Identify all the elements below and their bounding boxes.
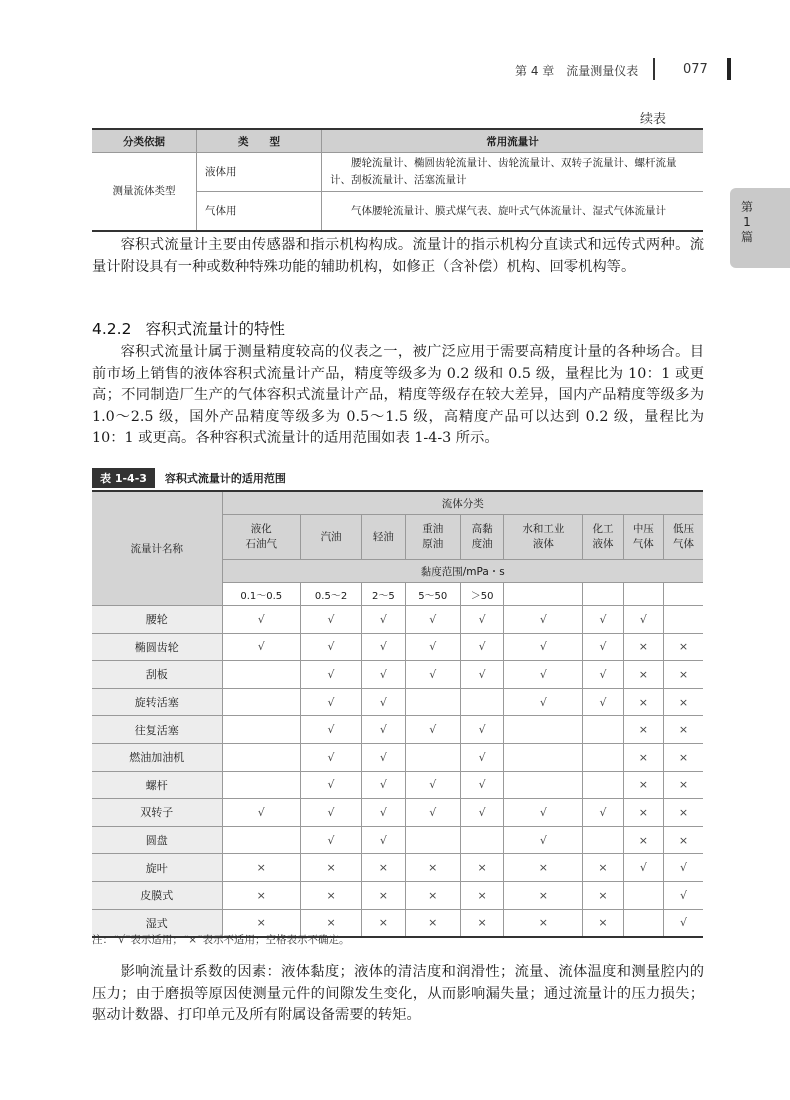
applicability-mark: [460, 826, 504, 854]
meter-name-cell: 旋叶: [92, 854, 222, 882]
page-number: 077: [683, 62, 708, 77]
corner-header: 流量计名称: [92, 491, 222, 606]
viscosity-range-cell: 0.5～2: [301, 583, 362, 606]
paragraph-indicator-mechanism: 容积式流量计主要由传感器和指示机构构成。流量计的指示机构分直读式和远传式两种。流量计附设具有一种或数种特殊功能的辅助机构，如修正（含补偿）机构、回零机构等。: [92, 237, 704, 275]
applicability-mark: √: [301, 716, 362, 744]
applicability-mark: [222, 688, 301, 716]
applicability-mark: ×: [301, 854, 362, 882]
applicability-mark: ×: [405, 881, 460, 909]
applicability-mark: √: [460, 743, 504, 771]
meter-name-cell: 皮膜式: [92, 881, 222, 909]
meter-name-cell: 圆盘: [92, 826, 222, 854]
applicability-mark: [583, 743, 623, 771]
applicability-mark: √: [362, 661, 406, 689]
applicability-mark: √: [583, 606, 623, 634]
applicability-mark: √: [222, 633, 301, 661]
applicability-mark: ×: [623, 688, 663, 716]
applicability-mark: [222, 771, 301, 799]
column-header: 分类依据: [92, 129, 197, 153]
viscosity-range-cell: [623, 583, 663, 606]
applicability-mark: √: [362, 606, 406, 634]
part-side-tab: [730, 188, 790, 268]
applicability-mark: √: [301, 771, 362, 799]
applicability-mark: ×: [460, 881, 504, 909]
applicability-mark: ×: [460, 909, 504, 937]
applicability-mark: √: [362, 826, 406, 854]
applicability-mark: √: [504, 633, 583, 661]
applicability-mark: √: [460, 606, 504, 634]
applicability-mark: √: [460, 716, 504, 744]
applicability-mark: √: [405, 606, 460, 634]
chapter-title: 第 4 章 流量测量仪表: [515, 64, 639, 78]
applicability-mark: √: [362, 799, 406, 827]
fluid-header: 重油 原油: [405, 515, 460, 560]
table-note: 注：“√”表示适用；“×”表示不适用；空格表示不确定。: [92, 934, 350, 946]
applicability-mark: √: [583, 633, 623, 661]
fluid-header: 中压 气体: [623, 515, 663, 560]
applicability-mark: ×: [664, 716, 704, 744]
table-row: [92, 633, 703, 661]
fluid-header: 水和工业 液体: [504, 515, 583, 560]
table-row: [92, 771, 703, 799]
applicability-mark: [504, 716, 583, 744]
applicability-mark: [405, 743, 460, 771]
table-caption: [92, 468, 286, 488]
applicability-mark: √: [504, 799, 583, 827]
applicability-mark: ×: [583, 909, 623, 937]
fluid-header: 低压 气体: [664, 515, 704, 560]
meter-name-cell: 双转子: [92, 799, 222, 827]
applicability-mark: √: [583, 661, 623, 689]
applicability-mark: ×: [504, 909, 583, 937]
applicability-mark: √: [405, 633, 460, 661]
applicability-mark: ×: [504, 881, 583, 909]
applicability-mark: [664, 606, 704, 634]
applicability-mark: [623, 881, 663, 909]
applicability-mark: ×: [583, 881, 623, 909]
applicability-mark: √: [301, 606, 362, 634]
applicability-mark: ×: [405, 909, 460, 937]
applicability-mark: [222, 826, 301, 854]
meter-name-cell: 椭圆齿轮: [92, 633, 222, 661]
applicability-mark: √: [460, 633, 504, 661]
part-side-tab-label: 第1篇: [740, 200, 753, 244]
table-title: 容积式流量计的适用范围: [164, 472, 286, 485]
applicability-mark: √: [301, 633, 362, 661]
applicability-mark: √: [222, 799, 301, 827]
viscosity-range-cell: [504, 583, 583, 606]
fluid-header: 汽油: [301, 515, 362, 560]
applicability-mark: √: [362, 743, 406, 771]
meter-name-cell: 螺杆: [92, 771, 222, 799]
applicability-mark: ×: [362, 854, 406, 882]
applicability-mark: √: [504, 688, 583, 716]
applicability-mark: ×: [623, 633, 663, 661]
applicability-mark: √: [405, 716, 460, 744]
applicability-mark: [405, 688, 460, 716]
continued-label: 续表: [640, 112, 667, 127]
viscosity-range-cell: ＞50: [460, 583, 504, 606]
paragraph-coefficient-factors: 影响流量计系数的因素：液体黏度；液体的清洁度和润滑性；流量、流体温度和测量腔内的压力；由于磨损等原因使测量元件的间隙发生变化，从而影响漏失量；通过流量计的压力损失；驱动计数器、打印单元及所有附属设备需要的转矩。: [92, 964, 704, 1024]
applicability-mark: √: [504, 606, 583, 634]
applicability-mark: ×: [623, 771, 663, 799]
applicability-mark: ×: [664, 771, 704, 799]
table-row: [92, 826, 703, 854]
table-row: [92, 661, 703, 689]
meter-name-cell: 刮板: [92, 661, 222, 689]
group-header: 流体分类: [222, 491, 703, 515]
applicability-mark: ×: [583, 854, 623, 882]
viscosity-range-cell: 5～50: [405, 583, 460, 606]
applicability-mark: √: [301, 743, 362, 771]
fluid-header: 液化 石油气: [222, 515, 301, 560]
applicability-mark: √: [583, 688, 623, 716]
table-header-row: [92, 129, 703, 153]
applicability-mark: √: [405, 661, 460, 689]
applicability-mark: [583, 771, 623, 799]
applicability-mark: ×: [664, 633, 704, 661]
applicability-mark: √: [301, 688, 362, 716]
applicability-mark: ×: [405, 854, 460, 882]
table-row: [92, 854, 703, 882]
table-number-tag: 表 1-4-3: [92, 468, 155, 488]
header-bar: [727, 58, 731, 80]
paragraph-characteristics: 容积式流量计属于测量精度较高的仪表之一，被广泛应用于需要高精度计量的各种场合。目前市场上销售的液体容积式流量计产品，精度等级多为 0.2 级和 0.5 级，量程比为 10：1 或更高；不同制造厂生产的气体容积式流量计产品，精度等级存在较大差异，国内产品精度等级多为 1.0～2.5 级，国外产品精度等级多为 0.5～1.5 级，高精度产品可以达到 0.2 级，量程比为 10：1 或更高。各种容积式流量计的适用范围如表 1-4-3 所示。: [92, 344, 704, 447]
applicability-mark: ×: [623, 799, 663, 827]
table-row: [92, 688, 703, 716]
applicability-mark: [583, 826, 623, 854]
table-row: [92, 799, 703, 827]
applicability-mark: √: [362, 771, 406, 799]
meters-cell: 气体腰轮流量计、膜式煤气表、旋叶式气体流量计、湿式气体流量计: [322, 192, 704, 232]
applicability-mark: ×: [460, 854, 504, 882]
applicability-mark: ×: [664, 661, 704, 689]
fluid-header: 化工 液体: [583, 515, 623, 560]
applicability-mark: √: [362, 633, 406, 661]
applicability-mark: [222, 716, 301, 744]
header-divider: [653, 58, 655, 80]
applicability-mark: ×: [623, 743, 663, 771]
applicability-mark: [460, 688, 504, 716]
classification-table: [92, 128, 703, 232]
meter-name-cell: 腰轮: [92, 606, 222, 634]
applicability-mark: [222, 743, 301, 771]
applicability-mark: √: [301, 799, 362, 827]
applicability-mark: √: [623, 606, 663, 634]
column-header: 常用流量计: [322, 129, 704, 153]
viscosity-range-cell: 2～5: [362, 583, 406, 606]
applicability-mark: ×: [623, 661, 663, 689]
fluid-header: 高黏 度油: [460, 515, 504, 560]
viscosity-range-cell: [664, 583, 704, 606]
type-cell: 气体用: [197, 192, 322, 232]
viscosity-range-cell: 0.1～0.5: [222, 583, 301, 606]
section-number: 4.2.2: [92, 320, 132, 338]
applicability-mark: [222, 661, 301, 689]
meter-name-cell: 湿式: [92, 909, 222, 937]
table-row: [92, 153, 703, 192]
applicability-mark: ×: [664, 826, 704, 854]
fluid-header: 轻油: [362, 515, 406, 560]
applicability-mark: ×: [362, 909, 406, 937]
category-cell: 测量流体类型: [92, 153, 197, 232]
meter-name-cell: 往复活塞: [92, 716, 222, 744]
applicability-mark: ×: [664, 688, 704, 716]
table-header-row: [92, 491, 703, 515]
applicability-mark: [583, 716, 623, 744]
applicability-mark: √: [301, 661, 362, 689]
applicability-mark: √: [460, 771, 504, 799]
applicability-mark: √: [362, 688, 406, 716]
section-heading: [92, 317, 285, 339]
applicability-mark: ×: [222, 881, 301, 909]
meters-cell: 腰轮流量计、椭圆齿轮流量计、齿轮流量计、双转子流量计、螺杆流量计、刮板流量计、活塞流量计: [322, 153, 704, 192]
running-header: [515, 62, 708, 79]
applicability-mark: √: [504, 826, 583, 854]
applicability-mark: [504, 771, 583, 799]
applicability-mark: √: [664, 881, 704, 909]
applicability-mark: √: [623, 854, 663, 882]
applicability-mark: √: [301, 826, 362, 854]
type-cell: 液体用: [197, 153, 322, 192]
meter-name-cell: 燃油加油机: [92, 743, 222, 771]
column-header: 类 型: [197, 129, 322, 153]
applicability-mark: ×: [623, 716, 663, 744]
applicability-mark: √: [504, 661, 583, 689]
applicability-mark: [405, 826, 460, 854]
table-row: [92, 716, 703, 744]
applicability-mark: ×: [301, 909, 362, 937]
applicability-mark: √: [664, 909, 704, 937]
viscosity-range-cell: [583, 583, 623, 606]
applicability-mark: [504, 743, 583, 771]
meter-name-cell: 旋转活塞: [92, 688, 222, 716]
table-row: [92, 743, 703, 771]
applicability-table: [92, 490, 703, 938]
applicability-mark: ×: [664, 743, 704, 771]
applicability-mark: √: [405, 799, 460, 827]
applicability-mark: ×: [664, 799, 704, 827]
applicability-mark: √: [460, 661, 504, 689]
viscosity-header: 黏度范围/mPa・s: [222, 560, 703, 583]
applicability-mark: √: [362, 716, 406, 744]
applicability-mark: [623, 909, 663, 937]
applicability-mark: ×: [623, 826, 663, 854]
applicability-mark: ×: [301, 881, 362, 909]
applicability-mark: ×: [362, 881, 406, 909]
section-title: 容积式流量计的特性: [145, 320, 285, 338]
applicability-mark: √: [405, 771, 460, 799]
table-row: [92, 606, 703, 634]
applicability-mark: √: [222, 606, 301, 634]
applicability-mark: √: [664, 854, 704, 882]
table-row: [92, 881, 703, 909]
applicability-mark: ×: [222, 854, 301, 882]
applicability-mark: √: [460, 799, 504, 827]
applicability-mark: ×: [222, 909, 301, 937]
applicability-mark: √: [583, 799, 623, 827]
applicability-mark: ×: [504, 854, 583, 882]
